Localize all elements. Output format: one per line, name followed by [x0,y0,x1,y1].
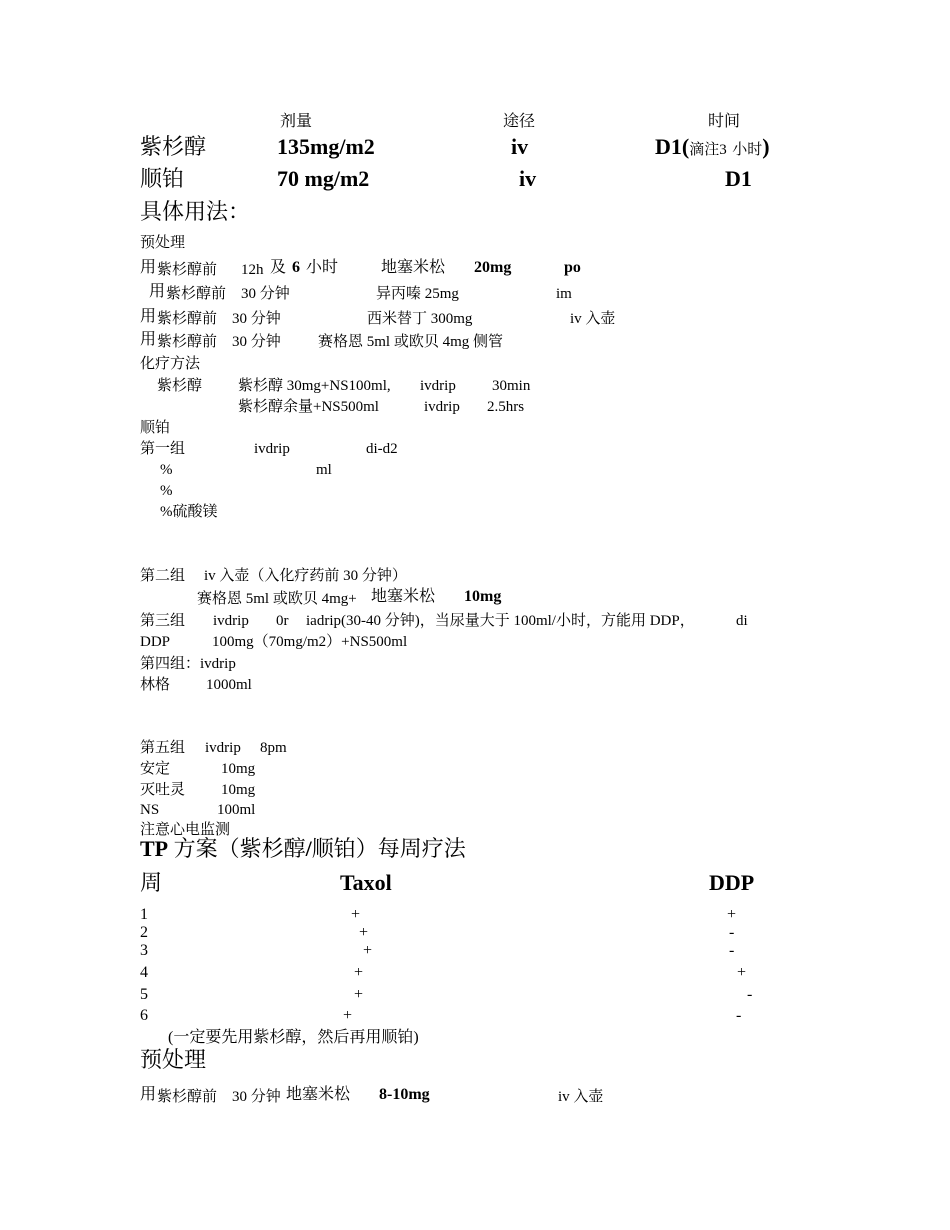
ringer-volume: 1000ml [206,677,252,693]
ddp-mark: - [729,924,735,941]
ddp-mark: + [727,906,737,923]
group-2-dose: 10mg [464,588,502,605]
header-dose: 剂量 [280,113,313,130]
ringer: 林格 [140,677,171,693]
group-5: 第五组 [140,740,186,756]
usage-title: 具体用法： [140,199,251,224]
pre-yong: 用 [140,308,157,325]
week-number: 3 [140,942,148,959]
drug-dose: 135mg/m2 [277,134,375,159]
pre-b: 12h [241,262,264,278]
group-3-or: 0r [276,613,289,629]
chemo-line2: 紫杉醇余量+NS500ml [238,399,379,415]
taxol-mark: + [343,1007,353,1024]
group-2: 第二组 [140,568,186,584]
drug-dose: 70 mg/m2 [277,166,370,191]
group-3: 第三组 [140,613,186,629]
diazepam: 安定 [140,761,171,777]
pre-b: 30 分钟 [232,311,281,327]
ddp: DDP [140,634,171,650]
pre-drug: 异丙嗪 25mg [376,286,459,302]
pre-dose: 20mg [474,259,512,276]
order-note: (一定要先用紫杉醇，然后再用顺铂) [168,1029,419,1046]
pre-drug: 地塞米松 [381,259,446,276]
pct-mgso4: %硫酸镁 [160,504,218,520]
pre-b: 30 分钟 [232,1089,281,1105]
pre-b: 30 分钟 [241,286,290,302]
col-ddp: DDP [709,870,755,895]
pre-route: po [564,259,581,276]
week-number: 5 [140,986,148,1003]
drug-route: iv [511,134,529,159]
group-2-drug: 地塞米松 [371,588,436,605]
group-2-line: 赛格恩 5ml 或欧贝 4mg+ [197,591,357,607]
pct: % [160,462,173,478]
pre-c: 及 [270,259,287,276]
pre-b: 30 分钟 [232,334,281,350]
pre-drug: 赛格恩 5ml 或欧贝 4mg 侧管 [318,334,504,350]
ns: NS [140,802,160,818]
drug-time: D1(滴注3 小时) [655,134,770,159]
pre-yong: 用 [149,283,166,300]
taxol-mark: + [351,906,361,923]
taxol-mark: + [363,942,373,959]
taxol-mark: + [359,924,369,941]
diazepam-dose: 10mg [221,761,256,777]
group-4: 第四组：ivdrip [140,656,236,672]
ecg-note: 注意心电监测 [140,822,231,838]
pct: % [160,483,173,499]
drug-name: 顺铂 [140,166,185,191]
pre-a: 紫杉醇前 [157,1089,218,1105]
pre-dose: 8-10mg [379,1086,430,1103]
pre-route: iv 入壶 [570,311,616,327]
pre-title: 预处理 [140,235,186,251]
unit-ml: ml [316,462,332,478]
pre-a: 紫杉醇前 [157,262,218,278]
group-1: 第一组 [140,441,186,457]
group-1-route: ivdrip [254,441,290,457]
chemo-drug: 紫杉醇 [157,378,203,394]
group-2-text: iv 入壶（入化疗药前 30 分钟） [204,568,407,584]
drug-time: D1 [725,166,752,191]
group-5-time: 8pm [260,740,287,756]
group-3-route: ivdrip [213,613,249,629]
chemo-title: 化疗方法 [140,356,201,372]
pre-yong: 用 [140,259,157,276]
pre-d: 6 [292,259,300,276]
header-time: 时间 [708,113,741,130]
ddp-mark: - [729,942,735,959]
pre-yong: 用 [140,331,157,348]
ddp-mark: - [736,1007,742,1024]
chemo-time2: 2.5hrs [487,399,525,415]
chemo-route1: ivdrip [420,378,456,394]
pre-drug: 地塞米松 [286,1086,351,1103]
col-taxol: Taxol [340,870,392,895]
pre-route: iv 入壶 [558,1089,604,1105]
tp-pre-title: 预处理 [140,1047,207,1072]
col-week: 周 [140,870,163,895]
week-number: 2 [140,924,148,941]
group-3-text: iadrip(30-40 分钟)，当尿量大于 100ml/小时，方能用 DDP， [306,613,695,629]
group-5-route: ivdrip [205,740,241,756]
metoclopramide-dose: 10mg [221,782,256,798]
week-number: 6 [140,1007,148,1024]
pre-route: im [556,286,572,302]
group-3-di: di [736,613,748,629]
chemo-time1: 30min [492,378,531,394]
pre-a: 紫杉醇前 [166,286,227,302]
pre-a: 紫杉醇前 [157,311,218,327]
cis-title: 顺铂 [140,420,171,436]
ddp-mark: + [737,964,747,981]
pre-drug: 西米替丁 300mg [367,311,473,327]
group-1-days: di-d2 [366,441,398,457]
week-number: 4 [140,964,148,981]
tp-title: TP 方案（紫杉醇/顺铂）每周疗法 [140,836,466,861]
drug-route: iv [519,166,537,191]
header-route: 途径 [503,113,536,130]
pre-a: 紫杉醇前 [157,334,218,350]
pre-e: 小时 [306,259,339,276]
metoclopramide: 灭吐灵 [140,782,186,798]
week-number: 1 [140,906,148,923]
chemo-route2: ivdrip [424,399,460,415]
ddp-dose: 100mg（70mg/m2）+NS500ml [212,634,408,650]
ddp-mark: - [747,986,753,1003]
ns-volume: 100ml [217,802,256,818]
chemo-line1: 紫杉醇 30mg+NS100ml, [238,378,391,394]
taxol-mark: + [354,986,364,1003]
taxol-mark: + [354,964,364,981]
drug-name: 紫杉醇 [140,134,207,159]
pre-yong: 用 [140,1086,157,1103]
